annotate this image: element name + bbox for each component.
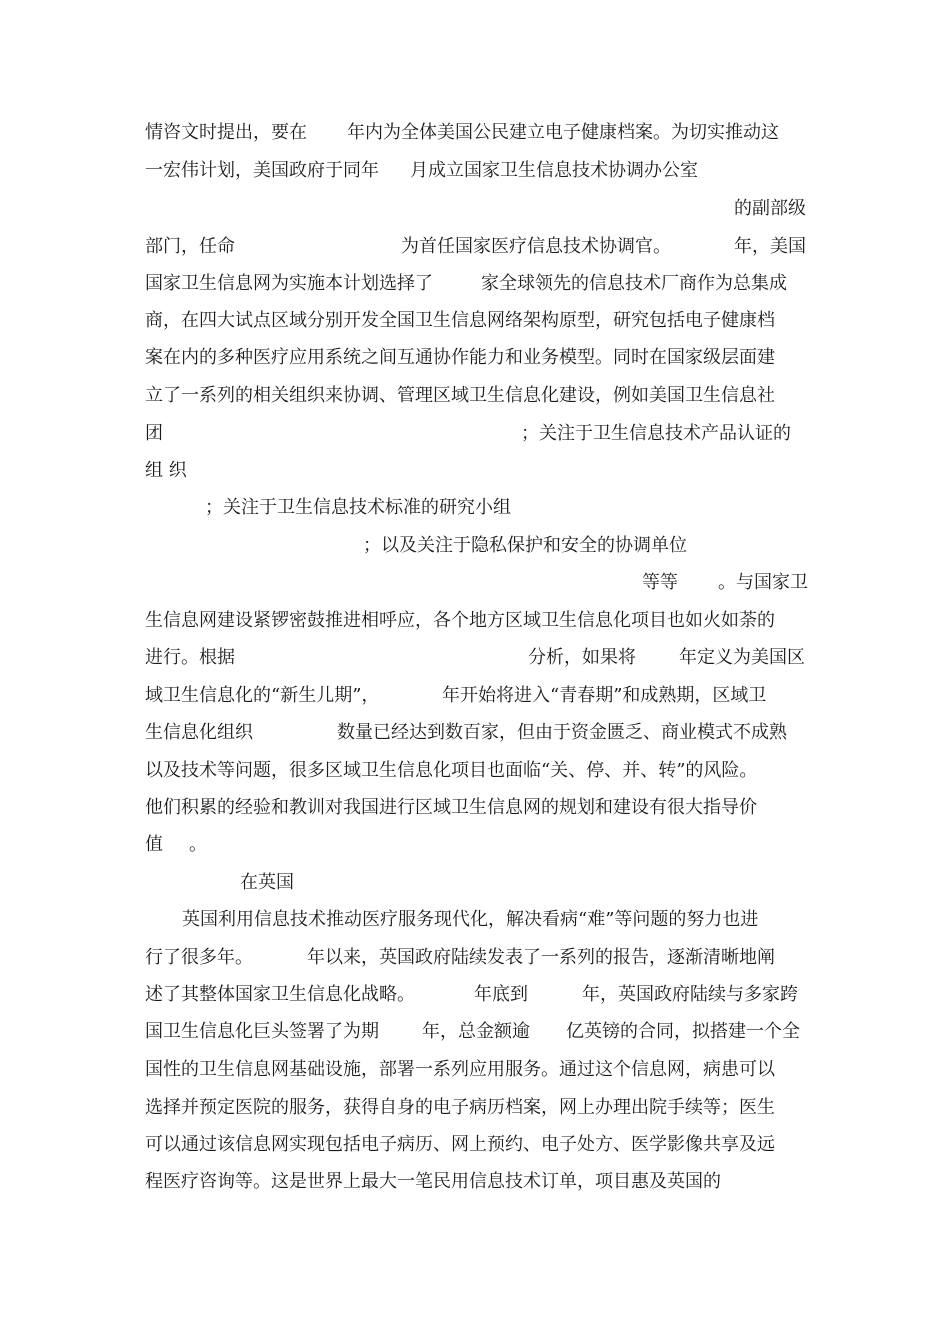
- text-line: 程医疗咨询等。这是世界上最大一笔民用信息技术订单，项目惠及英国的: [145, 1171, 721, 1192]
- text-line: 分析，如果将: [528, 647, 636, 668]
- text-line: 他们积累的经验和教训对我国进行区域卫生信息网的规划和建设有很大指导价: [145, 797, 757, 818]
- text-line: 数量已经达到数百家，但由于资金匮乏、商业模式不成熟: [337, 722, 787, 743]
- text-line: 选择并预定医院的服务，获得自身的电子病历档案，网上办理出院手续等；医生: [145, 1097, 775, 1118]
- text-line: 年，美国: [734, 236, 806, 257]
- text-line: 年以来，英国政府陆续发表了一系列的报告，逐渐清晰地阐: [307, 947, 775, 968]
- text-line: 生信息网建设紧锣密鼓推进相呼应，各个地方区域卫生信息化项目也如火如荼的: [145, 610, 775, 631]
- text-line: 年底到: [474, 984, 528, 1005]
- text-line: 等等: [642, 572, 678, 593]
- text-line: 值: [145, 834, 163, 855]
- text-line: 情咨文时提出，要在: [145, 122, 307, 143]
- text-line: 年定义为美国区: [679, 647, 805, 668]
- text-line: 国家卫生信息网为实施本计划选择了: [145, 273, 433, 294]
- text-line: 英国利用信息技术推动医疗服务现代化，解决看病“难”等问题的努力也进: [182, 909, 759, 930]
- text-line: 亿英镑的合同，拟搭建一个全: [566, 1021, 800, 1042]
- text-line: 商，在四大试点区域分别开发全国卫生信息网络架构原型，研究包括电子健康档: [145, 310, 775, 331]
- text-line: 的副部级: [734, 198, 806, 219]
- text-line: ；关注于卫生信息技术产品认证的: [521, 423, 791, 444]
- text-line: ；以及关注于隐私保护和安全的协调单位: [363, 535, 687, 556]
- text-line: 。与国家卫: [718, 572, 808, 593]
- text-line: 国卫生信息化巨头签署了为期: [145, 1021, 379, 1042]
- text-line: 为首任国家医疗信息技术协调官。: [401, 236, 671, 257]
- text-line: 立了一系列的相关组织来协调、管理区域卫生信息化建设，例如美国卫生信息社: [145, 385, 775, 406]
- text-line: 。: [189, 834, 207, 855]
- text-line: 年开始将进入“青春期”和成熟期，区域卫: [442, 685, 767, 706]
- text-line: 年，英国政府陆续与多家跨: [582, 984, 798, 1005]
- text-line: 国性的卫生信息网基础设施，部署一系列应用服务。通过这个信息网，病患可以: [145, 1059, 775, 1080]
- text-line: ；关注于卫生信息技术标准的研究小组: [205, 497, 511, 518]
- text-line: 年内为全体美国公民建立电子健康档案。为切实推动这: [347, 122, 779, 143]
- text-line: 以及技术等问题，很多区域卫生信息化项目也面临“关、停、并、转”的风险。: [145, 760, 758, 781]
- text-line: 述了其整体国家卫生信息化战略。: [145, 984, 415, 1005]
- text-line: 团: [145, 423, 163, 444]
- text-line: 行了很多年。: [145, 947, 253, 968]
- text-line: 一宏伟计划，美国政府于同年: [145, 160, 379, 181]
- text-line: 月成立国家卫生信息技术协调办公室: [410, 160, 698, 181]
- text-line: 生信息化组织: [145, 722, 253, 743]
- text-line: 部门，任命: [145, 236, 235, 257]
- text-line: 家全球领先的信息技术厂商作为总集成: [481, 273, 787, 294]
- text-line: 案在内的多种医疗应用系统之间互通协作能力和业务模型。同时在国家级层面建: [145, 347, 775, 368]
- text-line: 年，总金额逾: [422, 1021, 530, 1042]
- text-line: 组 织: [145, 460, 187, 481]
- text-line: 可以通过该信息网实现包括电子病历、网上预约、电子处方、医学影像共享及远: [145, 1134, 775, 1155]
- text-line: 域卫生信息化的“新生儿期”，: [145, 685, 380, 706]
- section-heading: 在英国: [240, 872, 294, 893]
- text-line: 进行。根据: [145, 647, 235, 668]
